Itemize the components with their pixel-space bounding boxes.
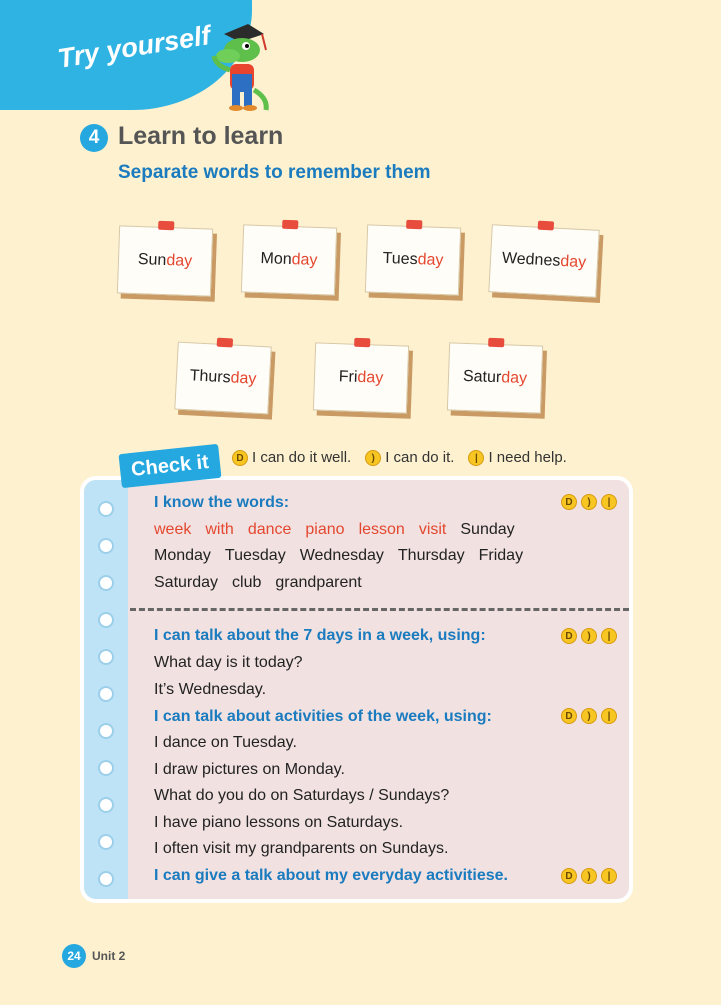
day-card-suffix: day [230,369,257,388]
vocab-word: Friday [478,547,524,564]
vocab-word: Thursday [397,547,465,564]
day-card-prefix: Mon [260,250,292,269]
word-list-line [154,574,376,592]
give-talk-heading: I can give a talk about my everyday activitiese. [154,867,508,884]
neutral-face-icon[interactable]: | [601,868,617,884]
pin-tab-icon [217,338,233,348]
legend-item [468,449,566,466]
big-smile-face-icon[interactable]: D [561,708,577,724]
big-smile-face-icon[interactable]: D [561,868,577,884]
binder-ring-icon [98,871,114,887]
day-card [488,224,599,298]
binder-ring-icon [98,797,114,813]
day-card [313,342,409,413]
binder-ring-icon [98,575,114,591]
binder-ring-icon [98,723,114,739]
pin-tab-icon [406,220,422,230]
word-list-line [154,547,537,565]
legend-text: I need help. [488,449,567,466]
pin-tab-icon [282,220,298,230]
day-card-suffix: day [291,251,318,269]
vocab-word: Saturday [154,574,219,591]
dashed-divider [130,608,629,611]
vocab-word: Wednesday [299,547,384,564]
talk-activities-heading: I can talk about activities of the week, using: [154,708,492,725]
talk-days-heading: I can talk about the 7 days in a week, using: [154,627,486,644]
neutral-face-icon[interactable]: | [601,708,617,724]
neutral-face-icon[interactable]: | [601,628,617,644]
smile-face-icon[interactable]: ) [581,868,597,884]
section-subtitle: Separate words to remember them [118,162,431,183]
example-sentence: I often visit my grandparents on Sundays. [154,840,449,857]
vocab-word: piano [305,521,345,538]
smile-face-icon[interactable]: ) [581,494,597,510]
day-card-prefix: Wednes [501,249,561,270]
day-card [174,342,271,415]
day-card [447,342,543,413]
pin-tab-icon [488,338,504,348]
day-card-suffix: day [559,252,587,272]
day-card-prefix: Thurs [189,367,232,387]
day-card-suffix: day [166,252,193,270]
big-smile-face-icon[interactable]: D [561,628,577,644]
vocab-word: visit [418,521,447,538]
day-card-prefix: Fri [338,368,358,386]
neutral-face-icon: | [468,450,484,466]
unit-label: Unit 2 [92,949,126,963]
neutral-face-icon[interactable]: | [601,494,617,510]
smile-face-icon[interactable]: ) [581,708,597,724]
check-it-panel [80,476,633,903]
mascot-crocodile-icon [206,20,276,112]
rating-faces [561,868,617,884]
word-list-line [154,521,529,539]
day-card-suffix: day [357,368,384,387]
binder-ring-icon [98,612,114,628]
example-sentence: I have piano lessons on Saturdays. [154,814,404,831]
know-words-heading: I know the words: [154,494,290,511]
vocab-word: Sunday [460,521,515,538]
day-card [117,225,213,296]
binder-ring-icon [98,649,114,665]
rating-faces [561,494,617,510]
smile-face-icon[interactable]: ) [581,628,597,644]
section-number-badge: 4 [80,124,108,152]
day-card-suffix: day [417,251,444,270]
example-sentence: What do you do on Saturdays / Sundays? [154,787,450,804]
legend-item [365,449,454,466]
vocab-word: lesson [358,521,405,538]
vocab-word: club [232,574,262,591]
legend-text: I can do it. [385,449,455,466]
vocab-word: Monday [154,547,211,564]
binder-ring-icon [98,501,114,517]
binder-ring-icon [98,760,114,776]
self-assessment-legend [232,449,577,466]
vocab-word: with [205,521,234,538]
day-card [241,224,337,295]
vocab-word: Tuesday [224,547,286,564]
day-card-suffix: day [500,369,528,388]
pin-tab-icon [158,221,174,231]
check-it-label: Check it [118,444,221,488]
pin-tab-icon [538,221,554,231]
big-smile-face-icon[interactable]: D [561,494,577,510]
binder-ring-icon [98,834,114,850]
banner-title: Try yourself [55,20,213,74]
smile-face-icon: ) [365,450,381,466]
vocab-word: grandparent [275,574,362,591]
binder-ring-icon [98,538,114,554]
rating-faces [561,628,617,644]
section-title: Learn to learn [118,122,284,150]
pin-tab-icon [354,338,370,348]
legend-item [232,449,351,466]
rating-faces [561,708,617,724]
page-number: 24 [62,944,86,968]
example-sentence: It’s Wednesday. [154,681,267,698]
example-sentence: I draw pictures on Monday. [154,761,345,778]
binder-ring-icon [98,686,114,702]
legend-text: I can do it well. [252,449,352,466]
day-card [365,224,461,295]
vocab-word: week [154,521,192,538]
day-card-prefix: Tues [382,249,418,269]
big-smile-face-icon: D [232,450,248,466]
vocab-word: dance [247,521,292,538]
example-sentence: What day is it today? [154,654,303,671]
example-sentence: I dance on Tuesday. [154,734,297,751]
day-card-prefix: Satur [462,367,502,387]
day-card-prefix: Sun [137,251,167,270]
